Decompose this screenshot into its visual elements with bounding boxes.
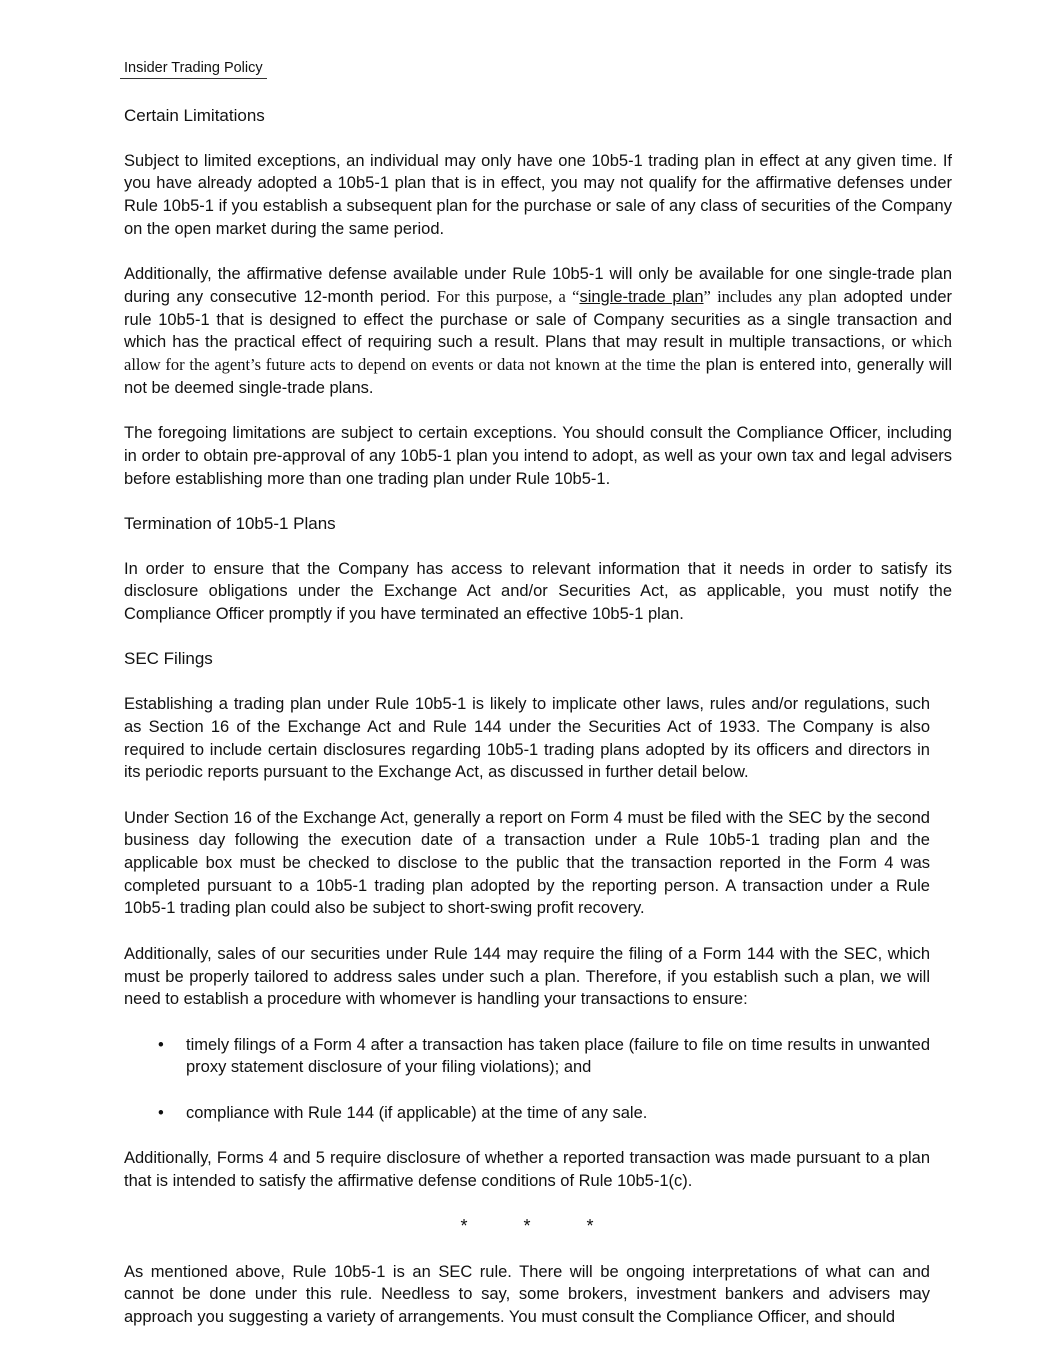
section-heading-sec-filings: SEC Filings [124,649,213,669]
text-segment-serif: which allow for the agent’s future acts to depend on events or data not known at the time the [124,332,952,375]
text-segment-serif: For this purpose, a “ [430,286,580,306]
text-segment-serif: ” includes any plan [703,286,837,306]
paragraph-limitations-exceptions: The foregoing limitations are subject to certain exceptions. You should consult the Compliance Officer, including in order to obtain pre-approval of any 10b5-1 plan you intend to adopt, as well as your own tax and legal advisers before establishing more than one trading plan under Rule 10b5-1. [124,424,952,488]
text-segment: adopted under rule 10b5-1 that is designed to effect the purchase or sale of Company securities as a single transaction and which has the practical effect of requiring such a result. Plans that may result in multiple transactions, or [124,287,953,352]
list-item-text: compliance with Rule 144 (if applicable) at the time of any sale. [186,1103,648,1122]
section-separator [124,1215,930,1238]
list-item-text: timely filings of a Form 4 after a transaction has taken place (failure to file on time results in unwanted proxy statement disclosure of your filing violations); and [186,1035,930,1077]
separator-star: * [523,1216,531,1237]
bullet-list [124,1034,930,1125]
paragraph-single-trade-plan [124,263,952,399]
paragraph-closing: As mentioned above, Rule 10b5-1 is an SEC rule. There will be ongoing interpretations of what can and cannot be done under this rule. Needless to say, some brokers, investment bankers and advisers may approach you suggesting a variety of arrangements. You must consult the Compliance Officer, and should [124,1262,930,1326]
text-segment: Additionally, the affirmative defense available under Rule 10b5-1 will only be available for one single-trade plan during any consecutive 12-month period. [124,265,952,306]
section-heading-termination: Termination of 10b5-1 Plans [124,513,336,533]
list-item [124,1034,930,1079]
paragraph-forms-4-and-5: Additionally, Forms 4 and 5 require disclosure of whether a reported transaction was made pursuant to a plan that is intended to satisfy the affirmative defense conditions of Rule 10b5-1(c). [124,1149,930,1190]
header-title: Insider Trading Policy [124,60,263,76]
paragraph-other-laws: Establishing a trading plan under Rule 10b5-1 is likely to implicate other laws, rules and/or regulations, such as Section 16 of the Exchange Act and Rule 144 under the Securities Act of 1933. The Company is also required to include certain disclosures regarding 10b5-1 trading plans adopted by its officers and directors in its periodic reports pursuant to the Exchange Act, as discussed in further detail below. [124,695,930,782]
paragraph-one-plan-limit: Subject to limited exceptions, an individual may only have one 10b5-1 trading plan in effect at any given time. If you have already adopted a 10b5-1 plan that is in effect, you may not qualify for the affirmative defenses under Rule 10b5-1 if you establish a subsequent plan for the purchase or sale of any class of securities of the Company on the open market during the same period. [124,151,952,238]
separator-star: * [586,1216,594,1237]
bullet-icon: • [158,1035,164,1054]
paragraph-rule-144: Additionally, sales of our securities under Rule 144 may require the filing of a Form 144 with the SEC, which must be properly tailored to address sales under such a plan. Therefore, if you establish such a plan, we will need to establish a procedure with whomever is handling your transactions to ensure: [124,944,930,1009]
bullet-icon: • [158,1103,164,1122]
section-heading-certain-limitations: Certain Limitations [124,106,265,125]
defined-term-single-trade-plan: single-trade plan [579,287,704,306]
text-segment: plan is entered into, generally will not be deemed single-trade plans. [124,356,953,397]
list-item [124,1102,930,1125]
paragraph-section-16: Under Section 16 of the Exchange Act, generally a report on Form 4 must be filed with the SEC by the second business day following the execution date of a transaction under a Rule 10b5-1 trading plan and the applicable box must be checked to disclose to the public that the transaction reported in the Form 4 was completed pursuant to a 10b5-1 trading plan adopted by the reporting person. A transaction under a Rule 10b5-1 trading plan could also be subject to short-swing profit recovery. [124,808,930,918]
document-body [124,105,952,1351]
paragraph-termination-notice: In order to ensure that the Company has access to relevant information that it needs in order to satisfy its disclosure obligations under the Exchange Act and/or Securities Act, as applicable, you must notify the Compliance Officer promptly if you have terminated an effective 10b5-1 plan. [124,559,952,624]
page-header [120,60,267,79]
separator-star: * [460,1216,468,1237]
